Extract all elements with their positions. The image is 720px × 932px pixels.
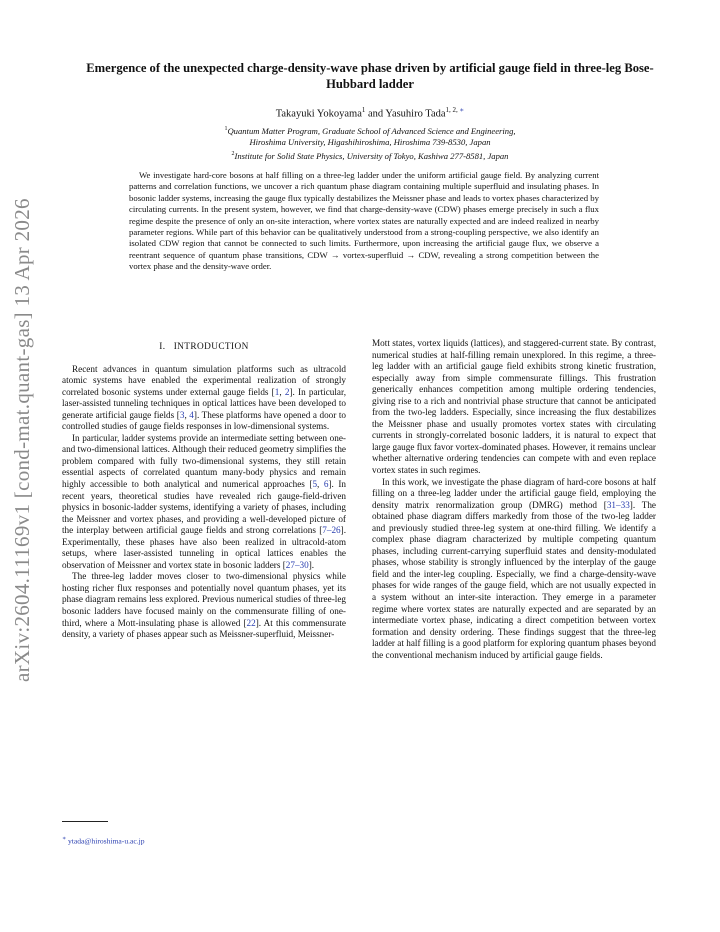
intro-paragraph-1: Recent advances in quantum simulation platforms such as ultracold atomic systems have enabled the experimental realization of strongly correlated bosonic systems under external gauge fields [1, 2]. In particular, laser-assisted tunneling techniques in optical lattices have been developed to generate artificial gauge fields [3, 4]. These platforms have opened a door to controlled studies of gauge fields responses in low-dimensional systems. bbox=[62, 363, 347, 432]
intro-paragraph-2: In particular, ladder systems provide an intermediate setting between one- and two-dimensional lattices. Although their reduced geometry simplifies the problem compared with fully two-dimensional systems, they still retain essential aspects of correlated quantum many-body physics and remain highly accessible to both analytical and numerical approaches [5, 6]. In recent years, theoretical studies have revealed rich gauge-field-driven physics in bosonic-ladder systems, identifying a variety of phases, including the Meissner and vortex phases, and providing a well-developed picture of the interplay between artificial gauge fields and strong correlations [7–26]. Experimentally, these phases have also been realized in ultracold-atom setups, where laser-assisted tunneling in optical lattices enables the observation of Meissner and vortex state in bosonic ladders [27–30]. bbox=[62, 432, 346, 570]
intro-paragraph-4: In this work, we investigate the phase diagram of hard-core bosons at half filling on a three-leg ladder under the artificial gauge field, employing the density matrix renormalization group (DMRG) method [31–33]. The obtained phase diagram differs markedly from those of the two-leg ladder and previously studied three-leg system at one-third filling. We identify a complex phase diagram characterized by multiple competing quantum phases, including current-carrying superfluid states and density-modulated phases, whose stability is strongly influenced by the interplay of the gauge field and the inter-leg coupling. Especially, we find a charge-density-wave phases for wide ranges of the gauge field, which are not usually expected in a system without an inter-site interaction. They emerge in a parameter regime where vortex states are naturally expected and are separated by an intermediate vortex phase, indicating a direct competition between vortex formation and density ordering. These findings suggest that the three-leg ladder at half filling is a good platform for exploring quantum phases beyond the conventional mechanism induced by artificial gauge fields. bbox=[372, 476, 656, 660]
author-yokoyama: Takayuki Yokoyama bbox=[275, 108, 362, 120]
citation-link[interactable]: 3 bbox=[179, 409, 185, 420]
citation-link[interactable]: 2 bbox=[284, 386, 290, 397]
author-affiliation-mark: 1, 2, bbox=[445, 106, 460, 114]
affiliation-mark: 1 bbox=[224, 126, 228, 132]
citation-link[interactable]: 31–33 bbox=[606, 499, 630, 510]
citation-link[interactable]: 22 bbox=[246, 617, 256, 628]
abstract: We investigate hard-core bosons at half filling on a three-leg ladder under the uniform artificial gauge field. By analyzing current patterns and correlation functions, we uncover a rich quantum phase diagram containing multiple superfluid and insulating phases. In bosonic ladder systems, increasing the gauge flux typically destabilizes the Meissner phase and leads to vortex phases characterized by circulating currents. In the present system, however, we find that charge-density-wave (CDW) phases emerge precisely in such a flux regime despite the presence of only an on-site interaction, where vortex states are naturally expected and are indeed realized in nearby parameter regions. While part of this behavior can be qualitatively understood from a strong-coupling perspective, we also identify an isolated CDW region that cannot be connected to such limits. Furthermore, upon increasing the artificial gauge flux, we observe a reentrant sequence of quantum phase transitions, CDW → vortex-superfluid → CDW, revealing a strong competition between the vortex phase and the density-wave order. bbox=[129, 170, 599, 272]
author-list bbox=[80, 106, 660, 120]
citation-link[interactable]: 27–30 bbox=[285, 559, 309, 570]
citation-link[interactable]: 5 bbox=[312, 479, 318, 490]
arxiv-identifier: arXiv:2604.11169v1 [cond-mat.quant-gas] 13 Apr 2026 bbox=[10, 198, 34, 682]
intro-paragraph-3-continued: Mott states, vortex liquids (lattices), and staggered-current state. By contrast, numerical studies at half-filling remain unexplored. In this regime, a three-leg ladder with an artificial gauge field exhibits strong kinetic frustration, especially away from simple commensurate fillings. This frustration generically enhances competition among multiple ordering tendencies, giving rise to a rich and nontrivial phase structure that cannot be anticipated from the two-leg ladders. Especially, since increasing the flux destabilizes the Meissner phase and usually promotes vortex states with circulating currents in strongly-correlated bosonic ladders, it is natural to expect that large gauge flux favor vortex-dominated phases. However, it remains unclear whether alternative ordering tendencies can compete with and even replace vortex states in such regimes. bbox=[372, 338, 656, 476]
affiliation-mark: 2 bbox=[231, 151, 235, 158]
citation-link[interactable]: 7–26 bbox=[322, 525, 341, 536]
citation-link[interactable]: 4 bbox=[189, 409, 194, 420]
affiliation-1-line-2: Hiroshima University, Higashihiroshima, Hiroshima 739-8530, Japan bbox=[249, 137, 491, 148]
citation-link[interactable]: 1 bbox=[274, 386, 280, 397]
section-heading-introduction bbox=[62, 342, 346, 354]
author-tada: Yasuhiro Tada bbox=[385, 108, 446, 120]
section-title: INTRODUCTION bbox=[173, 342, 249, 352]
footnote-email bbox=[62, 835, 145, 846]
section-number: I. bbox=[159, 342, 166, 352]
footnote-divider bbox=[62, 821, 108, 822]
citation-link[interactable]: 6 bbox=[323, 479, 329, 490]
affiliation-1 bbox=[80, 124, 660, 137]
affiliation-2-text: Institute for Solid State Physics, University of Tokyo, Kashiwa 277-8581, Japan bbox=[234, 150, 509, 161]
paper-title: Emergence of the unexpected charge-density-wave phase driven by artificial gauge field in three-leg Bose-Hubbard ladder bbox=[86, 61, 654, 91]
affiliations bbox=[80, 124, 660, 163]
author-separator: and bbox=[365, 108, 386, 120]
corresponding-author-link[interactable]: ∗ bbox=[459, 106, 465, 114]
affiliation-1-line-1: Quantum Matter Program, Graduate School of Advanced Science and Engineering, bbox=[227, 125, 516, 136]
affiliation-2 bbox=[80, 149, 660, 162]
intro-paragraph-3: The three-leg ladder moves closer to two-dimensional physics while hosting richer flux responses and potentially novel quantum phases, yet its phase diagram remains less explored. Previous numerical studies of three-leg bosonic ladders have focused mainly on the commensurate filling of one-third, where a Mott-insulating phase is allowed [22]. At this commensurate density, a variety of phases appear such as Meissner-superfluid, Meissner- bbox=[62, 571, 346, 640]
left-column bbox=[62, 340, 346, 641]
right-column bbox=[372, 338, 656, 661]
footnote-mark: ∗ bbox=[62, 836, 67, 842]
author-affiliation-mark: 1 bbox=[361, 106, 366, 114]
email-link[interactable]: ytada@hiroshima-u.ac.jp bbox=[67, 836, 145, 846]
